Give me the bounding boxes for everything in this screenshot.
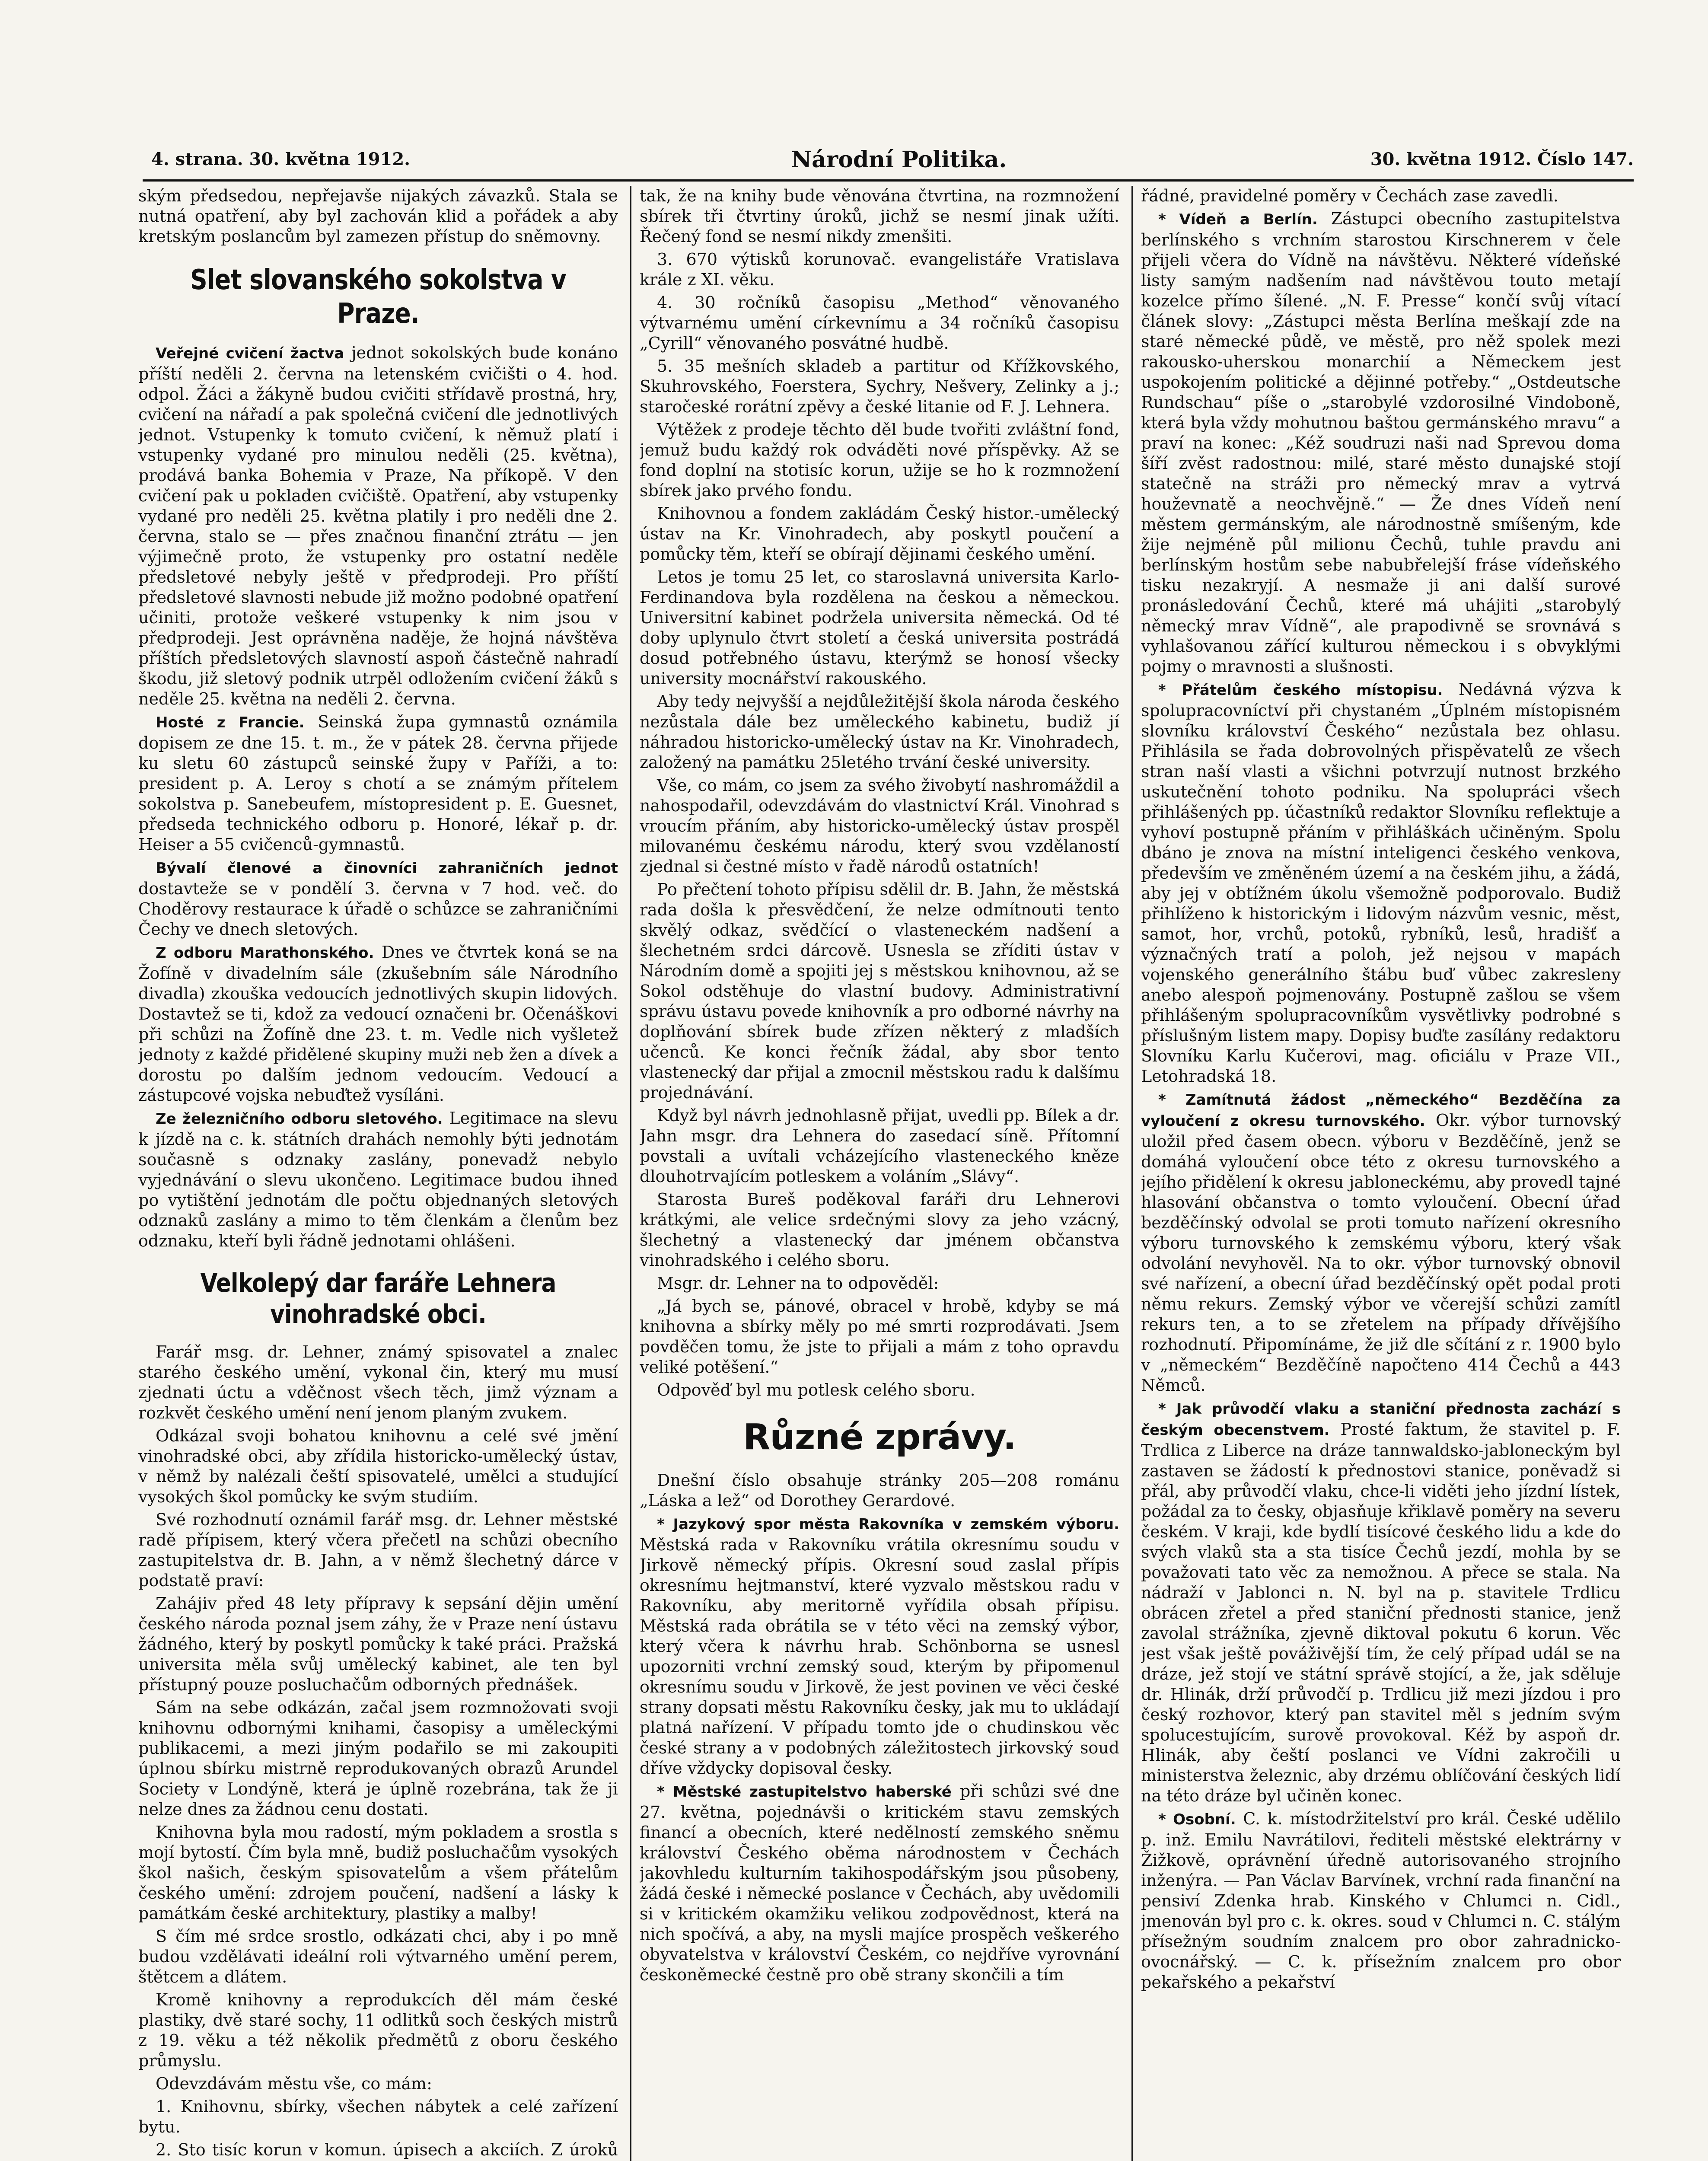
column-3 bbox=[1141, 186, 1621, 2161]
paragraph-text: Seinská župa gymnastů oznámila dopisem ze dne 15. t. m., že v pátek 28. června přijede ku sletu 60 zástupců seinské župy v Paříži, a to: president p. A. Leroy s chotí a se známým přítelem sokolstva p. Sanebeufem, místopresident p. E. Guesnet, předseda technického odboru p. Honoré, lékař p. dr. Heiser a 55 cvičenců-gymnastů. bbox=[138, 712, 618, 854]
article-continuation: tak, že na knihy bude věnována čtvrtina, na rozmnožení sbírek tři čtvrtiny úroků, jichž se nesmí jinak užíti. Řečený fond se nesmí nikdy zmenšiti. bbox=[640, 186, 1119, 246]
list-item: 3. 670 výtisků korunovač. evangelistáře Vratislava krále z XI. věku. bbox=[640, 250, 1119, 289]
paragraph-text: jednot sokolských bude konáno příští neděli 2. června na letenském cvičišti o 4. hod. odpol. Žáci a žákyně budou cvičiti střídavě prostná, hry, cvičení na nářadí a pak společná cvičení dle jednotlivých jednot. Vstupenky k tomuto cvičení, k němuž platí i vstupenky vydané pro minulou neděli (25. května), prodává banka Bohemia v Praze, Na příkopě. V den cvičení pak u pokladen cvičiště. Opatření, aby vstupenky vydané pro neděli 25. května platily i pro neděli dne 2. června, stalo se — přes značnou finanční ztrátu — jen výjimečně proto, že vstupenky pro ostatní neděle předsletové nebyly ještě v předprodeji. Pro příští předsletové slavnosti nebude již možno podobné opatření učiniti, protože veškeré vstupenky k nim jsou v předprodeji. Jest oprávněna naděje, že hojná návštěva příštích předsletových slavností aspoň částečně nahradí škodu, již sletový podnik utrpěl odložením cvičení žáků s neděle 25. května na neděli 2. června. bbox=[138, 343, 618, 708]
paragraph-text: Legitimace na slevu k jízdě na c. k. státních drahách nemohly býti jednotám současně s odznaky zaslány, ponevadž nebylo vyjednávání o slevu ukončeno. Legitimace budou ihned po vytištění jednotám dle počtu objednaných sletových odznaků zaslány a mimo to těm členkám a členům bez odznaku, kteří byli řádně jednotami ohlášeni. bbox=[138, 1109, 618, 1250]
list-item: 5. 35 mešních skladeb a partitur od Křížkovského, Skuhrovského, Foerstera, Sychry, Nešvery, Zelinky a j.; staročeské rorátní zpěvy a české litanie od F. J. Lehnera. bbox=[640, 357, 1119, 416]
headline-ruzne-zpravy: Různé zprávy. bbox=[743, 1417, 1016, 1458]
paragraph-text: Dnes ve čtvrtek koná se na Žofíně v divadelním sále (zkušebním sále Národního divadla) zkouška vedoucích jednotlivých skupin lidových. Dostavtež se ti, kdož za vedoucí označeni br. Očenáškovi při schůzi na Žofíně dne 23. t. m. Vedle nich vyšletež jednoty z každé přidělené skupiny muži neb žen a dívek a dorostu po dalším jednom vedoucím. Vedoucí a zástupcové vojska nebuďtež vysíláni. bbox=[138, 943, 618, 1105]
paragraph-lead: Ze železničního odboru sletového. bbox=[156, 1110, 443, 1128]
paragraph bbox=[1141, 209, 1621, 677]
paragraph-text: dostavteže se v pondělí 3. června v 7 hod. več. do Choděrovy restaurace k úřadě o schůzce se zahraničními Čechy ve dnech sletových. bbox=[138, 879, 618, 939]
column-divider bbox=[630, 186, 631, 2161]
headline-slet: Slet slovanského sokolstva v Praze. bbox=[190, 264, 566, 330]
paragraph bbox=[138, 857, 618, 940]
paragraph-lead: Hosté z Francie. bbox=[156, 714, 305, 731]
paragraph: Po přečtení tohoto přípisu sdělil dr. B. Jahn, že městská rada došla k přesvědčení, že nelze odmítnouti tento skvělý odkaz, svědčící o vlasteneckém nadšení a šlechetném srdci dárcově. Usnesla se zříditi ústav v Národním domě a spojiti jej s městskou knihovnou, až se Sokol odstěhuje do vlastní budovy. Administrativní správu ústavu povede knihovník a pro odborné návrhy na doplňování sbírek bude zřízen některý z mladších učenců. Ke konci řečník žádal, aby sbor tento vlastenecký dar přijal a zmocnil městskou radu k dalšímu projednávání. bbox=[640, 880, 1119, 1102]
column-divider bbox=[1131, 186, 1133, 2161]
headline-dar: Velkolepý dar faráře Lehnera vinohradské obci. bbox=[200, 1268, 556, 1329]
paragraph-lead: * Jazykový spor města Rakovníka v zemském výboru. bbox=[657, 1516, 1119, 1533]
paragraph: Vše, co mám, co jsem za svého živobytí nashromáždil a nahospodařil, odevzdávám do vlastnictví Král. Vinohrad s vroucím přáním, aby historicko-umělecký ústav prospěl milovanému českému národu, který svou vzdělaností zjednal si čestné místo v řadě národů ostatních! bbox=[640, 776, 1119, 876]
paragraph bbox=[640, 1781, 1119, 1985]
paragraph bbox=[640, 1514, 1119, 1779]
paragraph: Odkázal svoji bohatou knihovnu a celé své jmění vinohradské obci, aby zřídila historicko-umělecký ústav, v němž by nalézali čeští spisovatelé, umělci a studující vysokých škol pomůcky ke svým studiím. bbox=[138, 1426, 618, 1506]
paragraph: Zahájiv před 48 lety přípravy k sepsání dějin umění českého národa poznal jsem záhy, že v Praze není ústavu žádného, který by poskytl pomůcky k také práci. Pražská universita měla svůj umělecký kabinet, ale ten byl přístupný pouze posluchačům odborných přednášek. bbox=[138, 1594, 618, 1694]
paragraph: Knihovna byla mou radostí, mým pokladem a srostla s mojí bytostí. Čím byla mně, budiž posluchačům vysokých škol našich, českým spisovatelům a všem přátelům českého umění: zdrojem poučení, nadšení a lásky k památkám české architektury, plastiky a malby! bbox=[138, 1823, 618, 1923]
paragraph: Když byl návrh jednohlasně přijat, uvedli pp. Bílek a dr. Jahn msgr. dra Lehnera do zasedací síně. Přítomní povstali a uvítali vcházejícího vlasteneckého kněze dlouhotrvajícím potleskem a voláním „Slávy“. bbox=[640, 1106, 1119, 1186]
paragraph-lead: * Jak průvodčí vlaku a staniční přednosta zachází s českým obecenstvem. bbox=[1141, 1400, 1621, 1439]
paragraph bbox=[138, 1108, 618, 1251]
paragraph: Knihovnou a fondem zakládám Český histor.-umělecký ústav na Kr. Vinohradech, aby poskytl poučení a pomůcky těm, kteří se obírají dějinami českého umění. bbox=[640, 504, 1119, 564]
paragraph bbox=[138, 343, 618, 709]
paragraph: Dnešní číslo obsahuje stránky 205—208 románu „Láska a lež“ od Dorothey Gerardové. bbox=[640, 1471, 1119, 1510]
paragraph: Sám na sebe odkázán, začal jsem rozmnožovati svoji knihovnu odbornými knihami, časopisy a uměleckými publikacemi, a mezi jiným podařilo se mi zakoupiti úplnou sbírku mistrně reprodukovaných obrazů Arundel Society v Londýně, která je úplně rozebrána, tak že ji nelze dnes za žádnou cenu dostati. bbox=[138, 1698, 618, 1819]
paragraph-lead: Bývalí členové a činovníci zahraničních jednot bbox=[156, 860, 618, 877]
paragraph-lead: * Osobní. bbox=[1158, 1811, 1236, 1828]
paragraph: S čím mé srdce srostlo, odkázati chci, aby i po mně budou vzdělávati ideální roli výtvarného umění perem, štětcem a dlátem. bbox=[138, 1927, 618, 1986]
header-issue-right: 30. května 1912. Číslo 147. bbox=[1370, 149, 1634, 169]
paragraph-lead: * Zamítnutá žádost „německého“ Bezděčína za vyloučení z okresu turnovského. bbox=[1141, 1091, 1621, 1130]
paragraph: Farář msg. dr. Lehner, známý spisovatel a znalec starého českého umění, vykonal čin, který mu musí zjednati úctu a vděčnost všech těch, jimž význam a rozkvět českého umění není jenom planým zvukem. bbox=[138, 1342, 618, 1422]
paragraph-lead: * Přátelům českého místopisu. bbox=[1158, 682, 1443, 699]
paragraph: Aby tedy nejvyšší a nejdůležitější škola národa českého nezůstala dále bez uměleckého kabinetu, budiž jí náhradou historicko-umělecký ústav na Kr. Vinohradech, založený na památku 25letého trvání české university. bbox=[640, 692, 1119, 772]
paragraph-text: při schůzi své dne 27. května, pojednávši o kritickém stavu zemských financí a obecních, které nedělností zemského sněmu království Českého oběma národnostem v Čechách jakovhledu kulturním takihospodářským jsou působeny, žádá české i německé poslance v Čechách, aby uvědomili si v kritickém okamžiku velikou zodpovědnost, která na nich spočívá, a aby, na mysli majíce prospěch veškerého obyvatelstva v království Českém, co nejdříve vyrovnání českoněmecké čestně pro obě strany skončili a tím bbox=[640, 1782, 1119, 1984]
paragraph-lead: * Vídeň a Berlín. bbox=[1158, 211, 1318, 228]
list-item: 2. Sto tisíc korun v komun. úpisech a akciích. Z úroků bbox=[156, 2140, 618, 2159]
paragraph-lead: Z odboru Marathonského. bbox=[156, 944, 374, 962]
column-1 bbox=[138, 186, 618, 2161]
paragraph: Odpověď byl mu potlesk celého sboru. bbox=[657, 1380, 975, 1399]
page-header bbox=[143, 145, 1634, 182]
paragraph: Kromě knihovny a reprodukcích děl mám české plastiky, dvě staré sochy, 11 odlitků soch českých mistrů z 19. věku a též několik předmětů z oboru českého průmyslu. bbox=[138, 1990, 618, 2070]
paragraph: „Já bych se, pánové, obracel v hrobě, kdyby se má knihovna a sbírky měly po mé smrti rozprodávati. Jsem povděčen tomu, že jste to přijali a mám z toho opravdu veliké potěšení.“ bbox=[640, 1297, 1119, 1377]
paragraph-text: Prosté faktum, že stavitel p. F. Trdlica z Liberce na dráze tannwaldsko-jabloneckým byl zastaven se žádostí k přednostovi stanice, poněvadž si přál, aby průvodčí vlaku, chce-li viděti jeho jízdní lístek, požádal za to česky, objasňuje křiklavě poměry na severu českém. V kraji, kde bydlí tisícové českého lidu a kde do svých vlaků sta a sta tisíce Čechů jezdí, mohla by se považovati tato věc za nemožnou. A přece se stala. Na nádraží v Jablonci n. N. byl na p. stavitele Trdlicu obrácen zřetel a před staniční přednosti stanice, jenž zavolal strážníka, zjevně diktoval pokutu 6 korun. Věc jest však ještě pováživější tím, že celý případ udál se na dráze, jež stojí ve státní správě stojící, a že, jak sděluje dr. Hlinák, drží průvodčí p. Trdlicu již mezi jízdou i pro český rozhovor, který pan stavitel měl s jedním svým spolucestujícím, surově provokoval. Kéž by aspoň dr. Hlinák, aby čeští poslanci ve Vídni zakročili u ministerstva železnic, aby drzému oblíčování českých lidí na této dráze byl učiněn konec. bbox=[1141, 1420, 1621, 1805]
paragraph-text: Nedávná výzva k spolupracovníctví při chystaném „Úplném místopisném slovníku království Českého“ nezůstala bez ohlasu. Přihlásila se řada dobrovolných přispěvatelů ze všech stran naší vlasti a všichni potvrzují nutnost brzkého uskutečnění tohoto podniku. Na spolupráci všech přihlášených pp. účastníků redaktor Slovníku reflektuje a vyhoví postupně přáním v přihláškách učiněným. Spolu dbáno je znova na místní inteligenci českého venkova, především ve změněném území a na českém jihu, a žádá, aby jej v obtížném úkolu všemožně podporovalo. Budiž přihlíženo k historickým i lidovým názvům vesnic, měst, samot, hor, vrchů, potoků, rybníků, lesů, hradišť a význačných tratí a poloh, jež nejsou v mapách vojenského generálního štábu buď vůbec zakresleny anebo alespoň pojmenovány. Postupně zašlou se všem přihlášeným spolupracovníkům vysvětlivky podrobné s příslušným listem mapy. Dopisy buďte zasílány redaktoru Slovníku Karlu Kučerovi, mag. oficiálu v Praze VII., Letohradská 18. bbox=[1141, 680, 1621, 1086]
paragraph-text: Zástupci obecního zastupitelstva berlínského s vrchním starostou Kirschnerem v čele přijeli včera do Vídně na návštěvu. Některé vídeňské listy samým nadšením nad návštěvou touto metají kozelce přímo šílené. „N. F. Presse“ končí svůj vítací článek slovy: „Zástupci města Berlína meškají zde na staré německé půdě, ve městě, pro něž spolek mezi rakousko-uherskou monarchií a Německem jest uspokojením politické a dějinné potřeby.“ „Ostdeutsche Rundschau“ píše o „starobylé vzdorosilné Vindoboně, která byla vždy mohutnou baštou germánského mravu“ a praví na konec: „Kéž soudruzi naši nad Sprevou doma šíří zvěst radostnou: milé, staré město dunajské stojí statečně na stráži pro německý mrav a vytrvá houževnatě a neochvějně.“ — Že dnes Vídeň není městem germánským, ale národnostně smíšeným, kde žije nejméně půl milionu Čechů, tuhle pravdu ani berlínským hostům sebe nabubřelejší fráse vídeňského tisku nezakryjí. A nesmaže ji ani další surové pronásledování Čechů, které má uhájiti „starobylý německý mrav Vídně“, ale prapodivně se srovnává s vyhlašovanou zářící kulturou německou i s obvyklými pojmy o mravnosti a slušnosti. bbox=[1141, 209, 1621, 676]
paragraph bbox=[138, 712, 618, 855]
article-continuation: ským předsedou, nepřejavše nijakých závazků. Stala se nutná opatření, aby byl zachován klid a pořádek a aby kretským poslancům byl zamezen přístup do sněmovny. bbox=[138, 186, 618, 246]
paragraph bbox=[1141, 1089, 1621, 1396]
list-item: 1. Knihovnu, sbírky, všechen nábytek a celé zařízení bytu. bbox=[138, 2097, 618, 2136]
paragraph-lead: Veřejné cvičení žactva bbox=[156, 345, 344, 362]
paragraph: Své rozhodnutí oznámil farář msg. dr. Lehner městské radě přípisem, který včera přečetl na schůzi obecního zastupitelstva dr. B. Jahn, a v němž šlechetný dárce v podstatě praví: bbox=[138, 1510, 618, 1590]
masthead-title: Národní Politika. bbox=[791, 147, 1007, 173]
paragraph bbox=[1141, 1809, 1621, 1992]
paragraph bbox=[138, 942, 618, 1106]
paragraph: Výtěžek z prodeje těchto děl bude tvořiti zvláštní fond, jemuž budu každý rok odváděti nové příspěvky. Až se fond doplní na stotisíc korun, užije se ho k rozmnožení sbírek jako prvého fondu. bbox=[640, 420, 1119, 500]
paragraph bbox=[1141, 1398, 1621, 1806]
paragraph-lead: * Městské zastupitelstvo haberské bbox=[657, 1783, 952, 1801]
paragraph bbox=[1141, 679, 1621, 1087]
article-continuation: řádné, pravidelné poměry v Čechách zase zavedli. bbox=[1141, 186, 1558, 205]
list-item: 4. 30 ročníků časopisu „Method“ věnovaného výtvarnému umění církevnímu a 34 ročníků časopisu „Cyrill“ věnovaného posvátné hudbě. bbox=[640, 293, 1119, 353]
column-2 bbox=[640, 186, 1119, 2161]
header-date-left: 4. strana. 30. května 1912. bbox=[151, 149, 411, 169]
paragraph-text: Okr. výbor turnovský uložil před časem obecn. výboru v Bezděčíně, jenž se domáhá vyloučení obce této z okresu turnovského a jejího přidělení k okresu jabloneckému, aby provedl tajné hlasování občanstva o tomto vyloučení. Obecní úřad bezděčínský odvolal se proti tomuto nařízení okresního výboru turnovského k zemskému výboru, který však odvolání nevyhověl. Na to okr. výbor turnovský obnovil své nařízení, a obecní úřad bezděčínský opět podal proti němu rekurs. Zemský výbor ve včerejší schůzi zamítl rekurs ten, a to se zřetelem na případy dřívějšího rozhodnutí. Připomínáme, že již dle sčítání z r. 1900 bylo v „německém“ Bezděčíně napočteno 414 Čechů a 443 Němců. bbox=[1141, 1111, 1621, 1395]
paragraph: Msgr. dr. Lehner na to odpověděl: bbox=[657, 1274, 939, 1293]
paragraph: Odevzdávám městu vše, co mám: bbox=[156, 2074, 432, 2093]
paragraph-text: Městská rada v Rakovníku vrátila okresnímu soudu v Jirkově německý přípis. Okresní soud zaslal přípis okresnímu hejtmanství, které vyzvalo městskou radu v Rakovníku, aby meritorně vyřídila obsah přípisu. Městská rada obrátila se v této věci na zemský výbor, který včera k návrhu hrab. Schönborna se usnesl upozorniti vrchní zemský soud, kterým by připomenul okresnímu soudu v Jirkově, že jest povinen ve věci české strany dopsati městu Rakovníku česky, jak mu to ukládají platná nařízení. V případu tomto jde o chudinskou věc české strany a v podobných záležitostech jirkovský soud dříve vždycky dopisoval česky. bbox=[640, 1535, 1119, 1778]
paragraph-text: C. k. místodržitelství pro král. České udělilo p. inž. Emilu Navrátilovi, řediteli městské elektrárny v Žižkově, oprávnění úředně autorisovaného strojního inženýra. — Pan Václav Barvínek, vrchní rada finanční na pensiví Zdenka hrab. Kinského v Chlumci n. Cidl., jmenován byl pro c. k. okres. soud v Chlumci n. C. stálým přísežným soudním znalcem pro obor zahradnicko-ovocnářský. — C. k. přísežním znalcem pro obor pekařského a pekařství bbox=[1141, 1809, 1621, 1992]
paragraph: Starosta Bureš poděkoval faráři dru Lehnerovi krátkými, ale velice srdečnými slovy za jeho vzácný, šlechetný a vlastenecký dar jménem občanstva vinohradského i celého sboru. bbox=[640, 1190, 1119, 1270]
paragraph: Letos je tomu 25 let, co staroslavná universita Karlo-Ferdinandova byla rozdělena na českou a německou. Universitní kabinet podržela universita německá. Od té doby uplynulo čtvrt století a česká universita postrádá dosud potřebného ústavu, kterýmž se honosí všecky university mocnářství rakouského. bbox=[640, 567, 1119, 688]
